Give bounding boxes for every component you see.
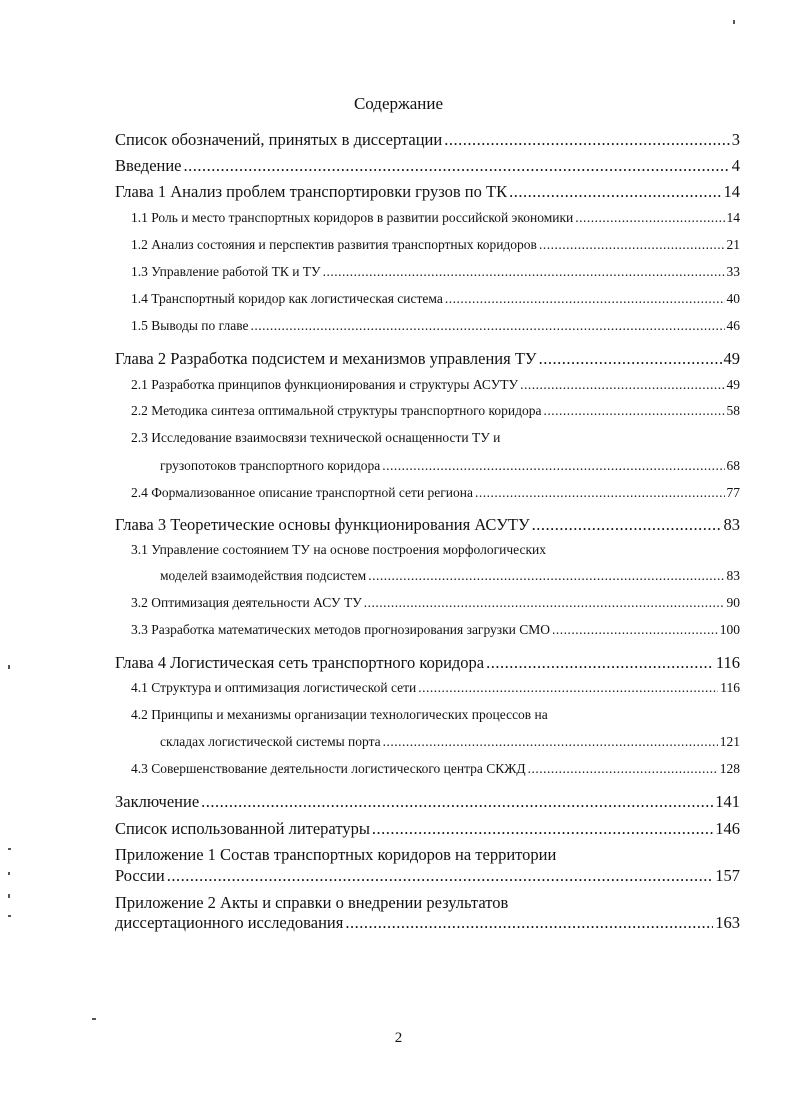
toc-entry-line	[115, 893, 508, 913]
leader-dots	[167, 866, 714, 886]
scan-mark	[8, 894, 10, 898]
toc-entry-page: 100	[719, 622, 740, 637]
toc-entry	[115, 913, 740, 933]
toc-entry-label: Глава 1 Анализ проблем транспортировки грузов по ТК	[115, 182, 508, 201]
toc-entry	[131, 622, 740, 638]
toc-entry-page: 77	[726, 485, 740, 500]
toc-entry	[131, 237, 740, 253]
toc-entry-page: 90	[726, 595, 740, 610]
toc-entry	[115, 349, 740, 369]
leader-dots	[345, 913, 713, 933]
toc-entry	[131, 485, 740, 501]
leader-dots	[539, 349, 722, 369]
toc-entry-line	[131, 542, 546, 558]
leader-dots	[184, 156, 730, 176]
toc-entry	[160, 734, 740, 750]
toc-entry-label: 2.2 Методика синтеза оптимальной структуры транспортного коридора	[131, 403, 542, 418]
toc-entry-label: Глава 4 Логистическая сеть транспортного коридора	[115, 653, 485, 672]
toc-entry	[131, 680, 740, 696]
toc-entry-label: России	[115, 866, 165, 885]
toc-entry	[131, 318, 740, 334]
toc-entry-label: диссертационного исследования	[115, 913, 344, 932]
toc-entry-page: 116	[720, 680, 740, 695]
toc-entry-label: 3.1 Управление состоянием ТУ на основе построения морфологических	[131, 542, 546, 557]
toc-entry-page: 33	[726, 264, 740, 279]
toc-entry-label: 3.3 Разработка математических методов прогнозирования загрузки СМО	[131, 622, 551, 637]
toc-entry-label: 4.1 Структура и оптимизация логистической сети	[131, 680, 417, 695]
toc-entry-page: 14	[723, 182, 740, 201]
toc-entry-label: 1.4 Транспортный коридор как логистическая система	[131, 291, 443, 306]
toc-entry	[131, 291, 740, 307]
scan-mark	[733, 20, 735, 24]
toc-entry-page: 128	[719, 761, 740, 776]
toc-entry-label: Приложение 1 Состав транспортных коридоров на территории	[115, 845, 557, 864]
leader-dots	[368, 568, 724, 584]
scan-mark	[8, 872, 10, 875]
toc-entry	[131, 210, 740, 226]
toc-entry-page: 21	[726, 237, 740, 252]
toc-entry-label: 4.2 Принципы и механизмы организации технологических процессов на	[131, 707, 548, 722]
leader-dots	[528, 761, 718, 777]
toc-entry-label: грузопотоков транспортного коридора	[160, 458, 381, 473]
toc-entry	[115, 130, 740, 150]
toc-entry	[160, 458, 740, 474]
toc-entry-page: 49	[726, 377, 740, 392]
toc-entry	[115, 819, 740, 839]
leader-dots	[575, 210, 724, 226]
page-number: 2	[394, 1030, 403, 1046]
toc-entry-label: Приложение 2 Акты и справки о внедрении результатов	[115, 893, 509, 912]
toc-entry-line	[131, 430, 500, 446]
toc-entry-page: 46	[726, 318, 740, 333]
leader-dots	[532, 515, 722, 535]
leader-dots	[444, 130, 730, 150]
toc-entry-label: Заключение	[115, 792, 200, 811]
toc-entry-page: 14	[726, 210, 740, 225]
toc-entry	[115, 653, 740, 673]
toc-entry-page: 163	[715, 913, 740, 932]
scan-mark	[92, 1018, 96, 1020]
toc-entry-page: 49	[723, 349, 740, 368]
toc-entry-label: Глава 3 Теоретические основы функционирования АСУТУ	[115, 515, 530, 534]
scan-mark	[8, 915, 11, 917]
leader-dots	[445, 291, 725, 307]
toc-entry-page: 58	[726, 403, 740, 418]
leader-dots	[486, 653, 714, 673]
toc-entry-label: 3.2 Оптимизация деятельности АСУ ТУ	[131, 595, 362, 610]
leader-dots	[520, 377, 724, 393]
toc-entry	[131, 595, 740, 611]
leader-dots	[382, 458, 724, 474]
leader-dots	[251, 318, 725, 334]
toc-entry-page: 121	[719, 734, 740, 749]
leader-dots	[475, 485, 725, 501]
toc-entry-label: 2.1 Разработка принципов функционирования и структуры АСУТУ	[131, 377, 519, 392]
toc-entry-label: Глава 2 Разработка подсистем и механизмов управления ТУ	[115, 349, 537, 368]
toc-entry	[115, 792, 740, 812]
toc-entry-line	[115, 845, 556, 865]
toc-entry-page: 3	[731, 130, 740, 149]
toc-entry-label: Список использованной литературы	[115, 819, 370, 838]
toc-entry-page: 40	[726, 291, 740, 306]
toc-entry-label: 2.4 Формализованное описание транспортной сети региона	[131, 485, 473, 500]
toc-entry	[131, 761, 740, 777]
toc-entry	[160, 568, 740, 584]
toc-entry	[115, 866, 740, 886]
toc-entry	[131, 264, 740, 280]
leader-dots	[543, 403, 724, 419]
toc-entry-label: Список обозначений, принятых в диссертации	[115, 130, 443, 149]
leader-dots	[383, 734, 718, 750]
toc-entry-page: 83	[726, 568, 740, 583]
toc-entry-label: Введение	[115, 156, 182, 175]
toc-entry-page: 83	[723, 515, 740, 534]
toc-entry-page: 141	[715, 792, 740, 811]
page-title: Содержание	[353, 94, 444, 113]
toc-entry-line	[131, 707, 548, 723]
leader-dots	[323, 264, 725, 280]
leader-dots	[539, 237, 725, 253]
leader-dots	[364, 595, 725, 611]
toc-entry-label: складах логистической системы порта	[160, 734, 381, 749]
leader-dots	[509, 182, 721, 202]
toc-entry	[131, 377, 740, 393]
toc-entry-label: моделей взаимодействия подсистем	[160, 568, 367, 583]
leader-dots	[552, 622, 718, 638]
toc-entry-label: 1.2 Анализ состояния и перспектив развития транспортных коридоров	[131, 237, 537, 252]
toc-entry-label: 4.3 Совершенствование деятельности логистического центра СКЖД	[131, 761, 526, 776]
leader-dots	[372, 819, 713, 839]
toc-entry-label: 1.1 Роль и место транспортных коридоров в развитии российской экономики	[131, 210, 574, 225]
scan-mark	[8, 665, 10, 669]
toc-entry	[115, 515, 740, 535]
toc-entry-page: 157	[715, 866, 740, 885]
toc-entry	[115, 182, 740, 202]
leader-dots	[201, 792, 713, 812]
toc-entry-label: 1.3 Управление работой ТК и ТУ	[131, 264, 321, 279]
toc-entry-page: 4	[731, 156, 740, 175]
toc-entry-page: 146	[715, 819, 740, 838]
toc-entry	[115, 156, 740, 176]
leader-dots	[418, 680, 718, 696]
toc-entry	[131, 403, 740, 419]
toc-entry-label: 2.3 Исследование взаимосвязи технической оснащенности ТУ и	[131, 430, 501, 445]
toc-entry-page: 68	[726, 458, 740, 473]
toc-entry-page: 116	[715, 653, 740, 672]
toc-entry-label: 1.5 Выводы по главе	[131, 318, 249, 333]
scan-mark	[8, 848, 11, 850]
